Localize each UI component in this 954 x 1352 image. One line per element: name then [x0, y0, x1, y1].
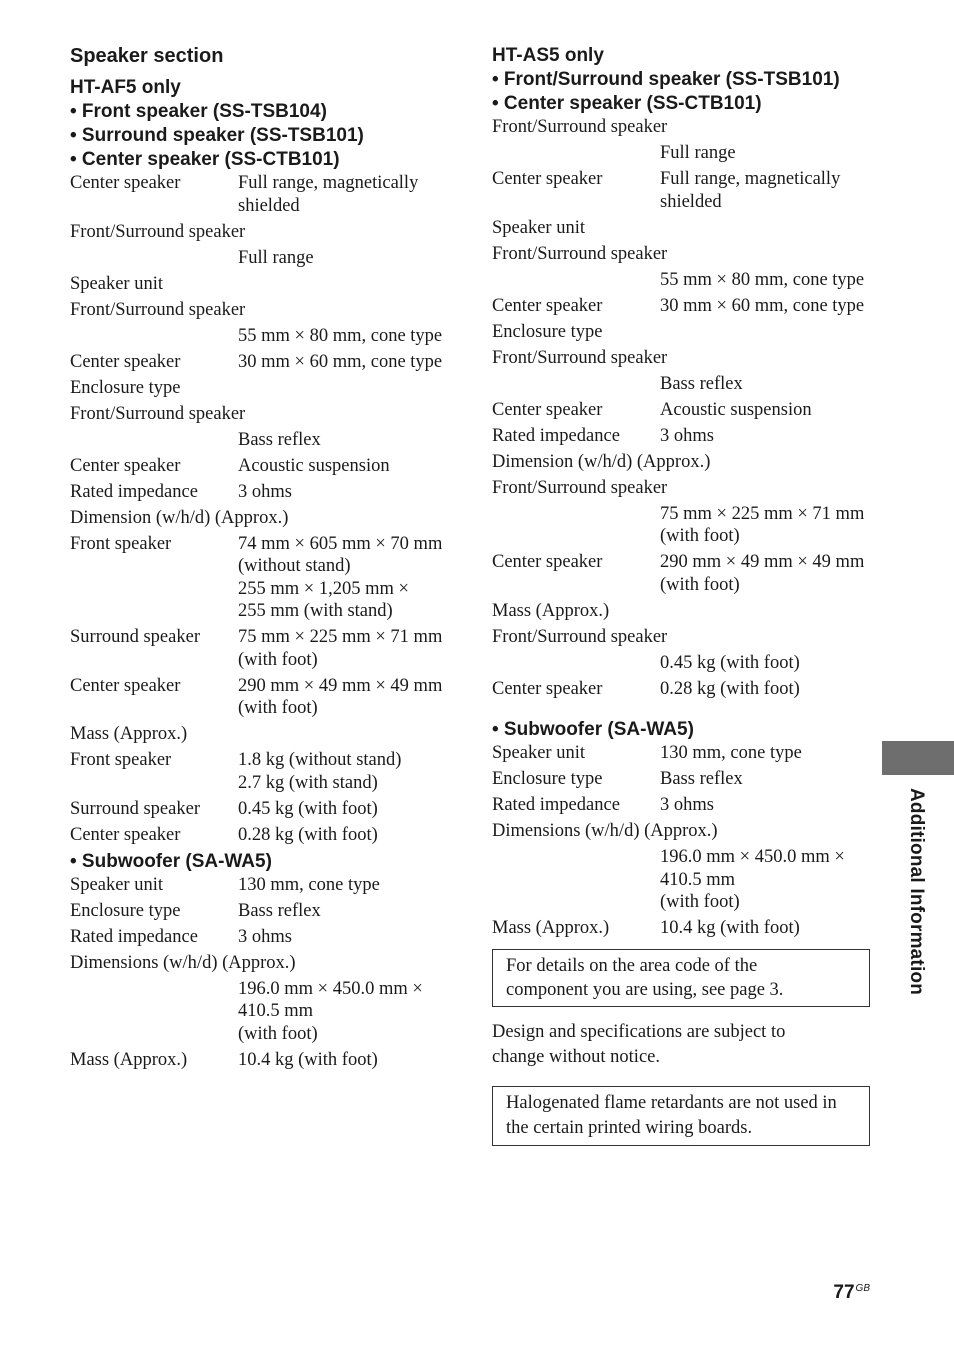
spec-value: 10.4 kg (with foot): [238, 1049, 378, 1070]
spec-row: [70, 403, 460, 426]
spec-label: Surround speaker: [70, 627, 200, 647]
spec-value: 75 mm × 225 mm × 71 mm (with foot): [238, 627, 443, 670]
spec-row: [492, 243, 872, 266]
spec-row: [70, 247, 460, 270]
spec-value: Acoustic suspension: [660, 399, 812, 420]
spec-value: 130 mm, cone type: [660, 743, 802, 763]
bullet-item: • Center speaker (SS-CTB101): [492, 93, 762, 114]
spec-label: Rated impedance: [70, 481, 198, 502]
spec-label: Center speaker: [70, 351, 181, 372]
spec-label: [492, 652, 660, 675]
section-tab: [882, 741, 954, 775]
spec-label: Front/Surround speaker: [70, 403, 246, 424]
spec-label: [492, 269, 660, 292]
spec-value: 3 ohms: [238, 481, 292, 502]
spec-label: Speaker unit: [70, 273, 163, 294]
spec-label: Rated impedance: [70, 926, 198, 947]
spec-label: [70, 325, 238, 348]
model-title: HT-AS5 only: [492, 45, 604, 66]
spec-row: [70, 533, 460, 623]
spec-row: [70, 626, 460, 671]
spec-value: 0.45 kg (with foot): [238, 798, 378, 819]
spec-row: [492, 347, 872, 370]
spec-row: [70, 481, 460, 504]
section-title: Speaker section: [70, 45, 224, 67]
spec-label: [492, 142, 660, 165]
spec-label: Center speaker: [492, 295, 603, 316]
bullet-item: • Front/Surround speaker (SS-TSB101): [492, 69, 840, 90]
spec-row: [492, 768, 872, 791]
spec-row: [492, 820, 872, 843]
spec-value: 130 mm, cone type: [238, 874, 380, 895]
spec-row: [492, 217, 872, 240]
bullet-item: • Front speaker (SS-TSB104): [70, 101, 327, 122]
spec-label: Front/Surround speaker: [492, 626, 668, 647]
spec-value: 3 ohms: [238, 926, 292, 947]
bullet-list: [70, 100, 460, 172]
spec-label: Enclosure type: [492, 769, 603, 789]
spec-table: [492, 116, 872, 700]
spec-value: 0.28 kg (with foot): [660, 678, 800, 699]
spec-value: Bass reflex: [660, 373, 743, 394]
spec-row: [492, 399, 872, 422]
spec-value: Full range, magnetically shielded: [238, 173, 419, 216]
spec-label: Center speaker: [492, 678, 603, 699]
spec-row: [492, 678, 872, 701]
spec-label: Dimension (w/h/d) (Approx.): [492, 451, 711, 472]
spec-label: Front/Surround speaker: [70, 299, 246, 320]
spec-label: Center speaker: [70, 455, 181, 476]
spec-label: Front/Surround speaker: [492, 347, 668, 368]
spec-value: 55 mm × 80 mm, cone type: [238, 325, 443, 346]
spec-row: [492, 600, 872, 623]
bullet-item: • Center speaker (SS-CTB101): [70, 149, 340, 170]
spec-row: [492, 425, 872, 448]
spec-row: [492, 373, 872, 396]
spec-label: [70, 429, 238, 452]
spec-row: [70, 351, 460, 374]
spec-label: Enclosure type: [70, 900, 181, 921]
spec-label: Rated impedance: [492, 425, 620, 446]
spec-label: Enclosure type: [70, 377, 181, 398]
spec-row: [70, 455, 460, 478]
spec-row: [492, 794, 872, 817]
spec-value: 196.0 mm × 450.0 mm × 410.5 mm (with foot): [238, 978, 423, 1044]
spec-label: Surround speaker: [70, 798, 200, 819]
page-suffix: GB: [855, 1283, 870, 1294]
spec-label: Rated impedance: [492, 795, 620, 815]
spec-row: [70, 172, 460, 217]
spec-row: [70, 429, 460, 452]
spec-value: Acoustic suspension: [238, 455, 390, 476]
spec-label: Mass (Approx.): [70, 1049, 188, 1070]
spec-row: [70, 749, 460, 794]
spec-row: [70, 798, 460, 821]
spec-label: [70, 247, 238, 270]
spec-value: Full range, magnetically shielded: [660, 169, 841, 212]
spec-label: Mass (Approx.): [492, 600, 610, 621]
spec-row: [70, 824, 460, 847]
spec-row: [70, 675, 460, 720]
spec-value: 3 ohms: [660, 425, 714, 446]
spec-row: [492, 142, 872, 165]
spec-row: [492, 451, 872, 474]
spec-value: 75 mm × 225 mm × 71 mm (with foot): [660, 503, 865, 546]
spec-label: Dimension (w/h/d) (Approx.): [70, 507, 289, 528]
spec-label: Center speaker: [70, 675, 181, 696]
spec-label: Front/Surround speaker: [492, 117, 668, 137]
spec-value: 0.28 kg (with foot): [238, 824, 378, 845]
spec-row: [70, 299, 460, 322]
spec-value: 196.0 mm × 450.0 mm × 410.5 mm (with foot): [660, 847, 845, 912]
spec-row: [492, 321, 872, 344]
spec-row: [492, 626, 872, 649]
spec-value: Bass reflex: [660, 769, 743, 789]
spec-value: 30 mm × 60 mm, cone type: [238, 351, 443, 372]
spec-row: [492, 652, 872, 675]
spec-value: 290 mm × 49 mm × 49 mm (with foot): [660, 552, 865, 595]
spec-row: [492, 269, 872, 292]
spec-row: [70, 978, 460, 1046]
spec-value: 290 mm × 49 mm × 49 mm (with foot): [238, 675, 443, 718]
subwoofer-heading: • Subwoofer (SA-WA5): [492, 719, 694, 740]
spec-value: Full range: [238, 247, 314, 268]
halogen-note: Halogenated flame retardants are not used in the certain printed wiring boards.: [492, 1086, 870, 1146]
spec-label: Front speaker: [70, 533, 172, 554]
spec-value: Bass reflex: [238, 900, 321, 921]
subwoofer-spec-table: [70, 874, 460, 1072]
right-column: [492, 42, 872, 1146]
spec-value: 0.45 kg (with foot): [660, 652, 800, 673]
spec-value: 74 mm × 605 mm × 70 mm (without stand) 255 mm × 1,205 mm × 255 mm (with stand): [238, 533, 443, 621]
bullet-item: • Surround speaker (SS-TSB101): [70, 125, 364, 146]
spec-value: Bass reflex: [238, 429, 321, 450]
spec-row: [70, 325, 460, 348]
spec-label: Mass (Approx.): [70, 724, 188, 744]
spec-label: Front/Surround speaker: [70, 221, 246, 242]
spec-label: [492, 373, 660, 396]
spec-label: [492, 503, 660, 548]
spec-row: [70, 221, 460, 244]
spec-row: [70, 377, 460, 400]
spec-row: [492, 503, 872, 548]
spec-label: Front speaker: [70, 750, 172, 770]
spec-row: [70, 507, 460, 530]
spec-row: [70, 1049, 460, 1072]
side-tab-label: Additional Information: [906, 788, 927, 996]
spec-label: Front/Surround speaker: [492, 477, 668, 498]
spec-label: [492, 846, 660, 914]
bullet-list: [492, 68, 872, 116]
spec-row: [492, 742, 872, 765]
spec-label: Center speaker: [492, 169, 603, 189]
spec-row: [492, 551, 872, 596]
spec-label: Speaker unit: [492, 217, 585, 238]
spec-row: [70, 723, 460, 746]
subwoofer-heading: • Subwoofer (SA-WA5): [70, 850, 272, 872]
spec-value: 1.8 kg (without stand) 2.7 kg (with stand): [238, 750, 402, 793]
page-number: $77^{GB}$: [833, 1282, 870, 1303]
spec-label: Speaker unit: [70, 874, 163, 895]
spec-value: 10.4 kg (with foot): [660, 918, 800, 938]
model-title: HT-AF5 only: [70, 77, 181, 98]
design-note: Design and specifications are subject to change without notice.: [492, 1021, 786, 1067]
spec-row: [70, 926, 460, 949]
spec-label: Front/Surround speaker: [492, 243, 668, 264]
spec-row: [70, 273, 460, 296]
spec-value: 30 mm × 60 mm, cone type: [660, 295, 865, 316]
spec-label: Mass (Approx.): [492, 918, 610, 938]
spec-value: 55 mm × 80 mm, cone type: [660, 269, 865, 290]
left-column: [70, 42, 460, 1075]
spec-row: [70, 900, 460, 923]
spec-label: [70, 978, 238, 1046]
spec-row: [492, 917, 872, 940]
spec-row: [70, 952, 460, 975]
spec-label: Center speaker: [492, 552, 603, 572]
spec-label: Center speaker: [70, 173, 181, 193]
spec-row: [492, 116, 872, 139]
spec-row: [492, 295, 872, 318]
spec-row: [492, 477, 872, 500]
spec-label: Center speaker: [492, 399, 603, 420]
spec-value: Full range: [660, 143, 736, 163]
subwoofer-spec-table: [492, 742, 872, 940]
spec-value: 3 ohms: [660, 795, 714, 815]
spec-label: Dimensions (w/h/d) (Approx.): [70, 952, 296, 973]
spec-row: [70, 874, 460, 897]
area-code-note: For details on the area code of the component you are using, see page 3.: [492, 949, 870, 1007]
spec-row: [492, 168, 872, 213]
spec-label: Speaker unit: [492, 743, 585, 763]
spec-label: Center speaker: [70, 824, 181, 845]
spec-table: [70, 172, 460, 846]
spec-row: [492, 846, 872, 914]
spec-label: Enclosure type: [492, 321, 603, 342]
spec-label: Dimensions (w/h/d) (Approx.): [492, 821, 718, 841]
